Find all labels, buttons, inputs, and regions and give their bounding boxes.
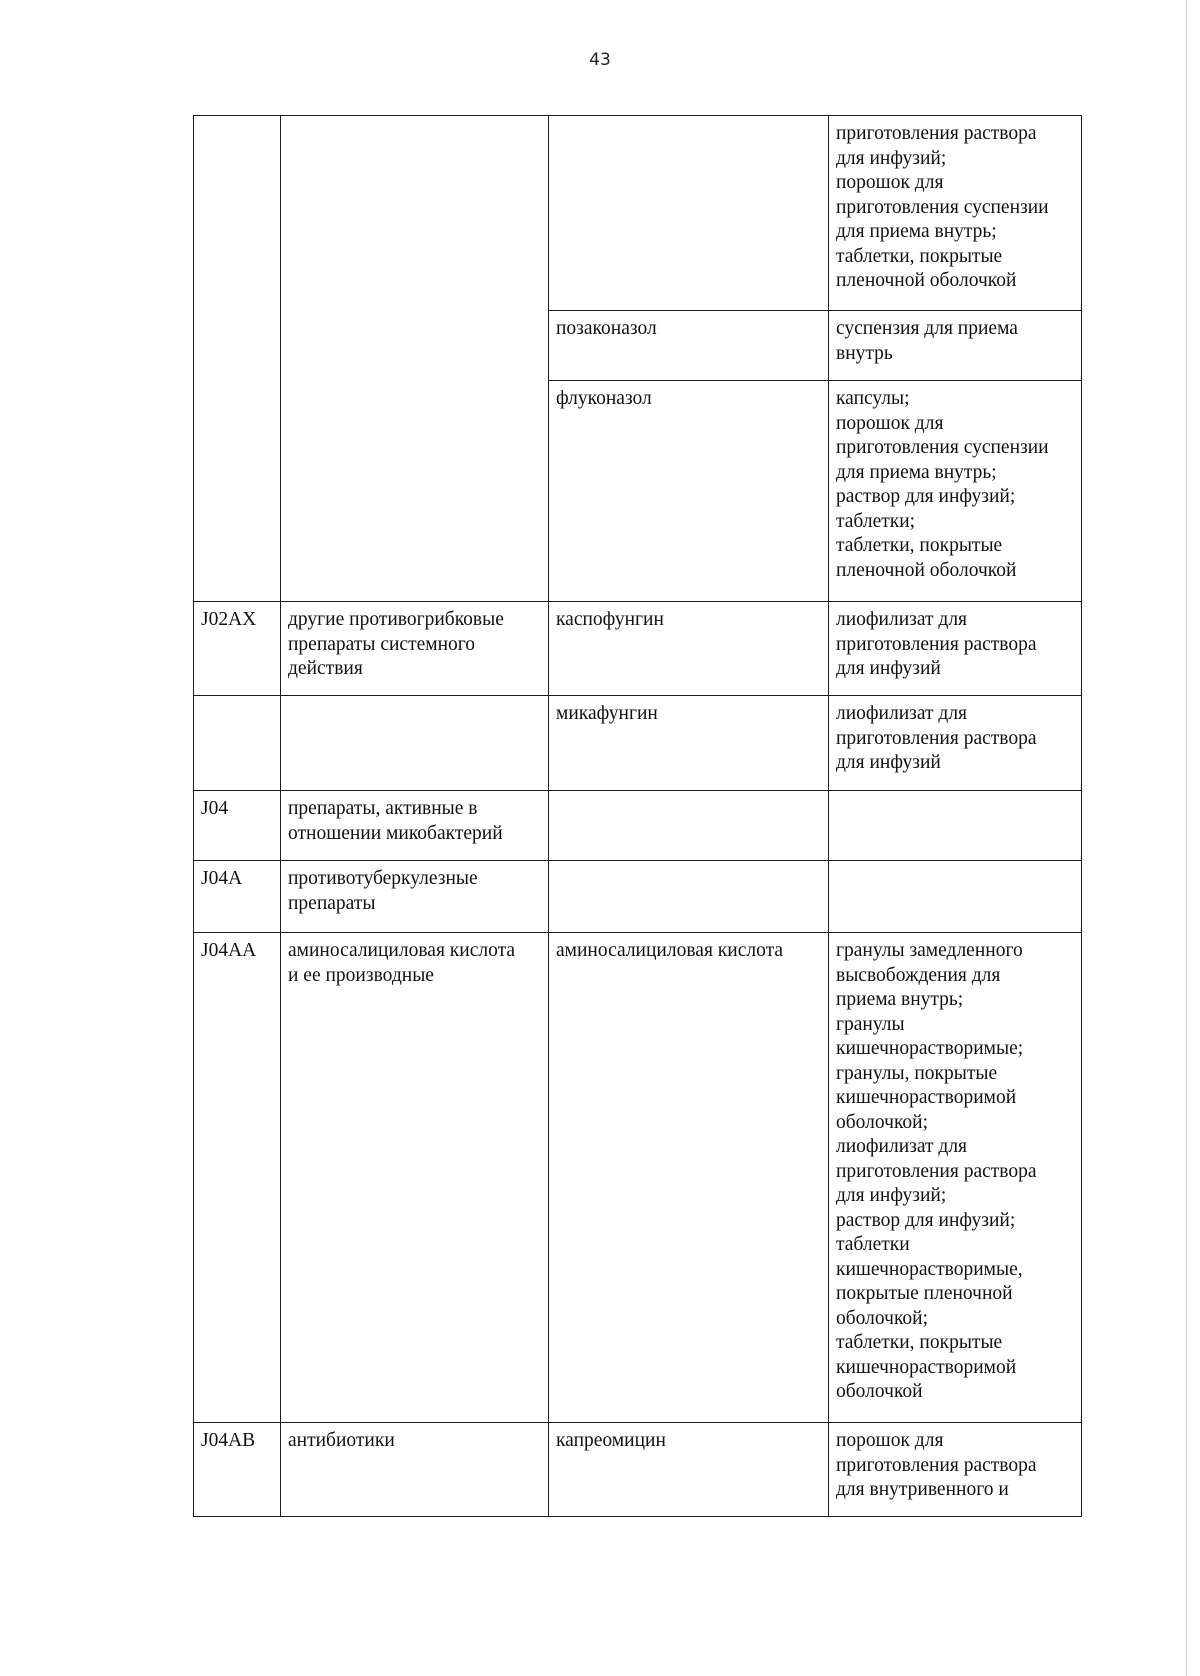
anatomical-group-cell xyxy=(281,311,549,381)
dosage-form-cell-line: таблетки; xyxy=(836,510,916,532)
dosage-form-cell-line: для приема внутрь; xyxy=(836,461,997,483)
dosage-form-cell-line: для инфузий; xyxy=(836,1185,947,1206)
anatomical-group-cell-line: действия xyxy=(288,658,363,679)
dosage-form-cell-line: кишечнорастворимые; xyxy=(836,1038,1024,1059)
dosage-form-cell xyxy=(829,311,1082,381)
dosage-form-cell-line: порошок для xyxy=(836,412,944,434)
dosage-form-cell-line: для инфузий; xyxy=(836,147,947,169)
dosage-form-cell-line: приготовления раствора xyxy=(836,1160,1037,1182)
dosage-form-cell xyxy=(829,116,1082,311)
anatomical-group-cell-line: аминосалициловая кислота xyxy=(288,940,515,961)
anatomical-group-cell xyxy=(281,791,549,861)
drug-name-cell: капреомицин xyxy=(549,1423,829,1517)
dosage-form-cell xyxy=(829,696,1082,791)
anatomical-group-cell xyxy=(281,861,549,933)
dosage-form-cell-line: приготовления суспензии xyxy=(836,437,1049,458)
page-number: 43 xyxy=(589,50,611,70)
dosage-form-cell-line: пленочной оболочкой xyxy=(836,270,1017,291)
anatomical-group-cell-line: противотуберкулезные xyxy=(288,868,478,889)
dosage-form-cell-line: приготовления раствора xyxy=(836,727,1037,749)
drug-name-cell xyxy=(549,861,829,933)
atc-code-cell xyxy=(194,116,281,311)
table-row xyxy=(194,933,1082,1423)
drug-name-cell xyxy=(549,791,829,861)
dosage-form-cell-line: оболочкой; xyxy=(836,1307,929,1329)
drug-name-cell: флуконазол xyxy=(549,381,829,602)
anatomical-group-cell-line: отношении микобактерий xyxy=(288,822,503,844)
drug-name-cell: аминосалициловая кислота xyxy=(549,933,829,1423)
atc-code-cell: J04AB xyxy=(194,1423,281,1517)
anatomical-group-cell-line: препараты системного xyxy=(288,633,476,655)
atc-code-cell: J02AX xyxy=(194,602,281,696)
dosage-form-cell xyxy=(829,861,1082,933)
anatomical-group-cell-line: другие противогрибковые xyxy=(288,609,504,630)
dosage-form-cell-line: гранулы, покрытые xyxy=(836,1062,998,1084)
dosage-form-cell xyxy=(829,381,1082,602)
table-row xyxy=(194,1423,1082,1517)
drug-name-cell: микафунгин xyxy=(549,696,829,791)
atc-code-cell xyxy=(194,311,281,381)
table-row xyxy=(194,861,1082,933)
dosage-form-cell-line: покрытые пленочной xyxy=(836,1283,1013,1304)
anatomical-group-cell-line: антибиотики xyxy=(288,1430,395,1451)
anatomical-group-cell xyxy=(281,933,549,1423)
dosage-form-cell-line: для инфузий xyxy=(836,752,941,773)
dosage-form-cell-line: пленочной оболочкой xyxy=(836,559,1017,581)
dosage-form-cell-line: лиофилизат для xyxy=(836,609,968,630)
dosage-form-cell-line: кишечнорастворимые, xyxy=(836,1258,1023,1280)
dosage-form-cell-line: внутрь xyxy=(836,342,893,364)
dosage-form-cell xyxy=(829,602,1082,696)
drug-table xyxy=(193,115,1082,1517)
anatomical-group-cell xyxy=(281,602,549,696)
dosage-form-cell-line: таблетки, покрытые xyxy=(836,535,1003,556)
dosage-form-cell-line: таблетки, покрытые xyxy=(836,1332,1003,1353)
anatomical-group-cell-line: препараты, активные в xyxy=(288,798,478,819)
dosage-form-cell-line: приготовления раствора xyxy=(836,633,1037,655)
dosage-form-cell-line: капсулы; xyxy=(836,388,910,409)
anatomical-group-cell xyxy=(281,116,549,311)
dosage-form-cell-line: приема внутрь; xyxy=(836,989,964,1010)
atc-code-cell xyxy=(194,696,281,791)
dosage-form-cell-line: раствор для инфузий; xyxy=(836,1209,1016,1231)
dosage-form-cell-line: высвобождения для xyxy=(836,964,1001,986)
dosage-form-cell-line: таблетки, покрытые xyxy=(836,245,1003,267)
table-row xyxy=(194,116,1082,311)
anatomical-group-cell-line: и ее производные xyxy=(288,964,434,986)
dosage-form-cell-line: приготовления раствора xyxy=(836,1454,1037,1476)
atc-code-cell: J04AA xyxy=(194,933,281,1423)
dosage-form-cell-line: лиофилизат для xyxy=(836,1136,968,1157)
dosage-form-cell xyxy=(829,791,1082,861)
dosage-form-cell-line: гранулы замедленного xyxy=(836,940,1023,961)
table-row xyxy=(194,311,1082,381)
table-row xyxy=(194,381,1082,602)
dosage-form-cell xyxy=(829,933,1082,1423)
atc-code-cell: J04 xyxy=(194,791,281,861)
table-row xyxy=(194,602,1082,696)
dosage-form-cell-line: для внутривенного и xyxy=(836,1479,1009,1500)
dosage-form-cell-line: приготовления раствора xyxy=(836,123,1037,144)
dosage-form-cell-line: суспензия для приема xyxy=(836,318,1018,339)
table-body xyxy=(194,116,1082,1517)
dosage-form-cell-line: порошок для xyxy=(836,172,944,193)
dosage-form-cell-line: приготовления суспензии xyxy=(836,196,1049,218)
dosage-form-cell-line: кишечнорастворимой xyxy=(836,1087,1017,1108)
dosage-form-cell-line: оболочкой; xyxy=(836,1111,929,1133)
drug-name-cell: позаконазол xyxy=(549,311,829,381)
anatomical-group-cell xyxy=(281,696,549,791)
dosage-form-cell-line: таблетки xyxy=(836,1234,910,1255)
dosage-form-cell-line: оболочкой xyxy=(836,1381,923,1402)
table-row xyxy=(194,696,1082,791)
atc-code-cell xyxy=(194,381,281,602)
dosage-form-cell-line: гранулы xyxy=(836,1013,905,1035)
dosage-form-cell-line: для инфузий xyxy=(836,658,941,679)
drug-name-cell: каспофунгин xyxy=(549,602,829,696)
dosage-form-cell-line: раствор для инфузий; xyxy=(836,486,1016,507)
dosage-form-cell-line: для приема внутрь; xyxy=(836,221,997,242)
dosage-form-cell-line: лиофилизат для xyxy=(836,703,968,724)
anatomical-group-cell-line: препараты xyxy=(288,892,376,914)
anatomical-group-cell xyxy=(281,381,549,602)
atc-code-cell: J04A xyxy=(194,861,281,933)
anatomical-group-cell xyxy=(281,1423,549,1517)
scan-edge-line xyxy=(1186,0,1187,1676)
dosage-form-cell-line: кишечнорастворимой xyxy=(836,1356,1017,1378)
dosage-form-cell-line: порошок для xyxy=(836,1430,944,1451)
table-row xyxy=(194,791,1082,861)
drug-name-cell xyxy=(549,116,829,311)
dosage-form-cell xyxy=(829,1423,1082,1517)
